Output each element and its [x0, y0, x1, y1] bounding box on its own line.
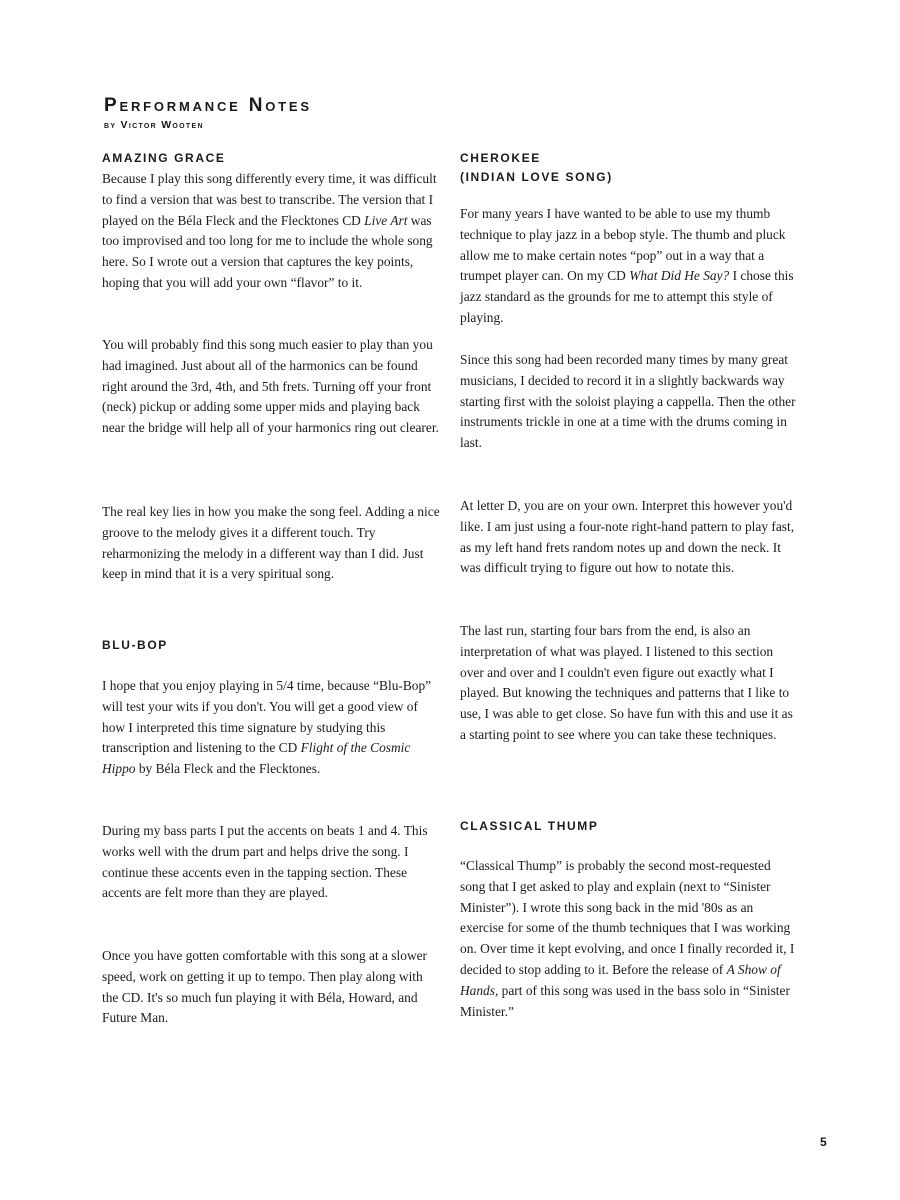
page-title: Performance Notes: [104, 95, 312, 116]
album-title-what-did-he-say: What Did He Say?: [629, 268, 730, 284]
section-heading-cherokee: CHEROKEE (INDIAN LOVE SONG): [460, 151, 613, 184]
album-title-live-art: Live Art: [364, 212, 408, 228]
cherokee-paragraph-1: For many years I have wanted to be able to use my thumb technique to play jazz in a bebop style. The thumb and pluck allow me to make certain notes “pop” out in a way that a trumpet player can. On my CD What Did He Say? I chose this jazz standard as the grounds for me to attempt this style of playing.: [460, 206, 794, 325]
author-byline: by Victor Wooten: [104, 119, 204, 131]
amazing-grace-paragraph-3: The real key lies in how you make the song feel. Adding a nice groove to the melody gives it a different touch. Try reharmonizing the melody in a different way than I did. Just keep in mind that it is a very spiritual song.: [102, 504, 440, 582]
amazing-grace-paragraph-2: You will probably find this song much easier to play than you had imagined. Just about all of the harmonics can be found right around the 3rd, 4th, and 5th frets. Turning off your front (neck) pickup or adding some upper mids and playing back near the bridge will help all of your harmonics ring out clearer.: [102, 337, 439, 436]
section-heading-amazing-grace: AMAZING GRACE: [102, 151, 226, 165]
section-heading-classical-thump: CLASSICAL THUMP: [460, 819, 599, 833]
album-title-a-show-of-hands: A Show of Hands: [460, 961, 781, 998]
blu-bop-paragraph-1: I hope that you enjoy playing in 5/4 time, because “Blu-Bop” will test your wits if you don't. You will get a good view of how I interpreted this time signature by studying this transcription and listening to the CD Flight of the Cosmic Hippo by Béla Fleck and the Flecktones.: [102, 678, 432, 777]
cherokee-paragraph-2: Since this song had been recorded many times by many great musicians, I decided to record it in a slightly backwards way starting first with the soloist playing a cappella. Then the other instruments trickle in one at a time with the drums coming in last.: [460, 352, 796, 451]
blu-bop-paragraph-3: Once you have gotten comfortable with this song at a slower speed, work on getting it up to tempo. Then play along with the CD. It's so much fun playing it with Béla, Howard, and Future Man.: [102, 948, 428, 1026]
blu-bop-paragraph-2: During my bass parts I put the accents on beats 1 and 4. This works well with the drum part and helps drive the song. I continue these accents even in the tapping section. These accents are felt more than they are played.: [102, 823, 428, 901]
cherokee-paragraph-3: At letter D, you are on your own. Interpret this however you'd like. I am just using a four-note right-hand pattern to play fast, as my left hand frets random notes up and down the neck. It was difficult trying to figure out how to notate this.: [460, 498, 795, 576]
page-number: 5: [820, 1135, 827, 1149]
album-title-flight-of-the-cosmic-hippo: Flight of the Cosmic Hippo: [102, 740, 411, 777]
section-heading-blu-bop: BLU-BOP: [102, 638, 168, 652]
amazing-grace-paragraph-1: Because I play this song differently every time, it was difficult to find a version that was best to transcribe. The version that I played on the Béla Fleck and the Flecktones CD Live Art was too improvised and too long for me to include the whole song here. So I wrote out a version that captures the key points, hoping that you will add your own “flavor” to it.: [102, 171, 437, 290]
cherokee-paragraph-4: The last run, starting four bars from the end, is also an interpretation of what was played. I listened to this section over and over and I couldn't even figure out exactly what I played. But knowing the techniques and patterns that I like to use, I was able to get close. So have fun with this and use it as a starting point to see where you can take these techniques.: [460, 623, 793, 742]
classical-thump-paragraph-1: “Classical Thump” is probably the second most-requested song that I get asked to play and explain (next to “Sinister Minister”). I wrote this song back in the mid '80s as an exercise for some of the thumb techniques that I was working on. Over time it kept evolving, and once I finally recorded it, I decided to stop adding to it. Before the release of A Show of Hands, part of this song was used in the bass solo in “Sinister Minister.”: [460, 858, 795, 1019]
